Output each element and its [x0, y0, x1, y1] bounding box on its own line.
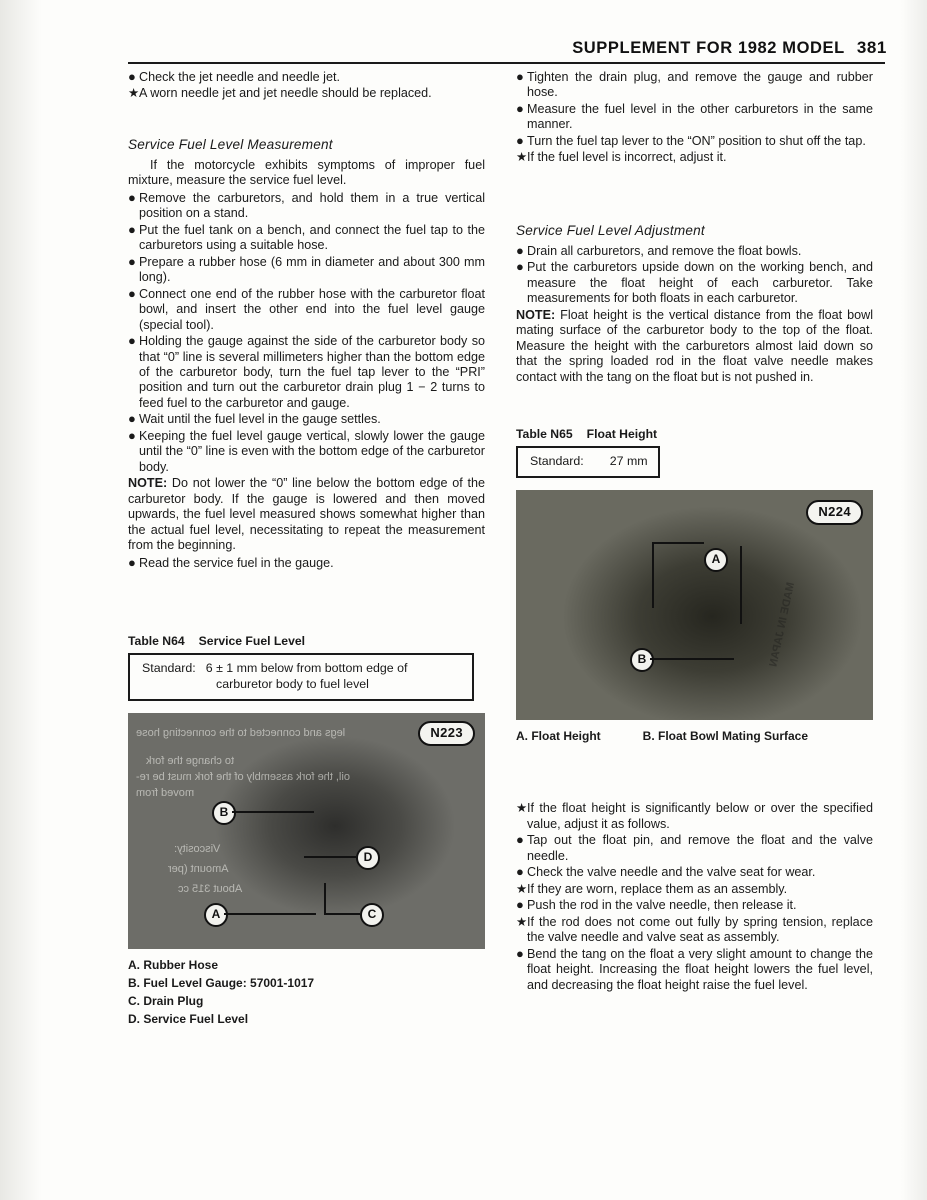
table-n64-row-label: Standard:: [142, 661, 196, 676]
legend-entry-b: B. Float Bowl Mating Surface: [642, 729, 809, 744]
bullet-dot-icon: ●: [516, 69, 524, 84]
bullet-dot-icon: ●: [128, 189, 136, 205]
bullet-dot-icon: ●: [516, 100, 524, 116]
table-n64-row-value-cont: carburetor body to fuel level: [216, 676, 369, 691]
list-item: [516, 947, 873, 993]
figure-callout-a: A: [204, 903, 228, 927]
left-column: [128, 70, 485, 1028]
bullet-dot-icon: ●: [128, 554, 136, 570]
figure-callout-c: C: [360, 903, 384, 927]
list-item: [516, 70, 873, 101]
leader-line: [232, 811, 314, 813]
list-item-text: Remove the carburetors, and hold them in a true vertical position on a stand.: [139, 190, 485, 221]
table-n65-caption: [516, 427, 873, 442]
header-divider: [128, 62, 885, 64]
list-item-text: Check the jet needle and needle jet.: [139, 70, 340, 84]
figure-callout-a: A: [704, 548, 728, 572]
table-n64-row-value: 6 ± 1 mm below from bottom edge of: [205, 661, 408, 676]
note-text: Do not lower the “0” line below the bottom edge of the carburetor body. If the gauge is lowered and then moved upwards, the fuel level measured shows somewhat higher than the actual fuel level, necessitating to repeat the measurement from the beginning.: [128, 476, 486, 553]
figure-n224-legend: [516, 727, 873, 745]
list-item-text: If they are worn, replace them as an assembly.: [527, 881, 788, 896]
list-item: [128, 412, 485, 427]
list-item: [128, 429, 485, 475]
list-item-text: Bend the tang on the float a very slight amount to change the float height. Increasing the float height lowers the fuel level, and decreasing the float height raise the fuel level.: [527, 946, 873, 992]
list-item-text: Put the carburetors upside down on the working bench, and measure the float height of each carburetor. Take measurements for both floats in each carburetor.: [527, 260, 873, 306]
table-n64-box: [128, 653, 474, 701]
list-item-text: Tighten the drain plug, and remove the gauge and rubber hose.: [527, 70, 873, 100]
header-title: SUPPLEMENT FOR 1982 MODEL: [572, 39, 845, 57]
figure-callout-b: B: [630, 648, 654, 672]
list-item: [516, 260, 873, 306]
note-text: Float height is the vertical distance from the float bowl mating surface of the carburetor body to the top of the float. Measure the height with the carburetors almost laid down so that the spring loaded rod in the float valve needle makes contact with the tang on the float but is not pushed in.: [516, 307, 874, 384]
bullet-dot-icon: ●: [516, 864, 524, 880]
figure-ghost-text: oil, the fork assembly of the fork must be re-: [136, 771, 350, 784]
list-item: [516, 801, 873, 832]
adjustment-bottom-list: [516, 801, 873, 993]
list-item-text: Drain all carburetors, and remove the float bowls.: [527, 243, 802, 258]
bullet-dot-icon: ●: [128, 411, 136, 427]
figure-ghost-text: MADE IN JAPAN: [767, 581, 798, 669]
table-n65-row-label: Standard:: [530, 453, 584, 468]
list-item: [516, 882, 873, 897]
leader-line: [652, 542, 654, 608]
figure-n223-legend: [128, 956, 485, 1028]
list-item: [128, 255, 485, 286]
figure-ghost-text: legs and connected to the connecting hose: [136, 727, 346, 740]
bullet-dot-icon: ●: [516, 259, 524, 275]
bullet-dot-icon: ●: [516, 897, 524, 913]
list-item: [516, 134, 873, 149]
list-item-text: Wait until the fuel level in the gauge settles.: [139, 412, 381, 427]
figure-ghost-text: to change the fork: [146, 755, 235, 768]
figure-n223: [128, 713, 485, 949]
note-measurement: [128, 476, 485, 553]
leader-line: [650, 658, 734, 660]
table-n65: [516, 427, 873, 479]
bullet-dot-icon: ●: [128, 333, 136, 349]
legend-entry-c: C. Drain Plug: [128, 994, 204, 1009]
section-title-fuel-level-adjustment: Service Fuel Level Adjustment: [516, 222, 705, 238]
list-item-text: Prepare a rubber hose (6 mm in diameter and about 300 mm long).: [139, 254, 485, 285]
section-title-fuel-level-measurement: Service Fuel Level Measurement: [128, 136, 333, 152]
table-n65-name: Table N65: [516, 426, 573, 441]
bullet-star-icon: ★: [516, 881, 528, 896]
leader-line: [224, 913, 316, 915]
table-n64: [128, 634, 485, 701]
bullet-dot-icon: ●: [128, 253, 136, 269]
table-n64-caption: [128, 634, 485, 649]
leader-line: [652, 542, 704, 544]
left-top-list: [128, 70, 485, 102]
bullet-dot-icon: ●: [128, 285, 136, 301]
page-header: [572, 38, 887, 58]
list-item: [516, 865, 873, 880]
list-item: [516, 898, 873, 913]
list-item: [516, 833, 873, 864]
figure-callout-b: B: [212, 801, 236, 825]
table-n64-title: Service Fuel Level: [198, 634, 306, 649]
list-item: [516, 102, 873, 133]
bullet-dot-icon: ●: [128, 69, 136, 84]
bullet-star-icon: ★: [128, 86, 140, 101]
list-item-text: Connect one end of the rubber hose with the carburetor float bowl, and insert the other end into the fuel level gauge (special tool).: [139, 286, 485, 332]
list-item-text: Measure the fuel level in the other carburetors in the same manner.: [527, 101, 873, 132]
figure-code-n224: N224: [806, 500, 863, 525]
bullet-dot-icon: ●: [516, 242, 524, 258]
table-n65-box: [516, 446, 660, 479]
table-n65-title: Float Height: [586, 426, 658, 441]
table-n64-name: Table N64: [128, 634, 185, 649]
list-item: [128, 191, 485, 222]
figure-ghost-text: About 315 cc: [178, 883, 243, 896]
note-label: NOTE:: [516, 307, 556, 322]
list-item: [128, 223, 485, 254]
measurement-steps-list: [128, 191, 485, 476]
bullet-dot-icon: ●: [516, 132, 524, 148]
list-item: [128, 70, 485, 85]
list-item-text: Push the rod in the valve needle, then release it.: [527, 898, 797, 913]
list-item-text: Put the fuel tank on a bench, and connect the fuel tap to the carburetors using a suitable hose.: [139, 222, 485, 253]
figure-ghost-text: Viscosity:: [174, 843, 221, 856]
bullet-dot-icon: ●: [128, 221, 136, 237]
leader-line: [740, 546, 742, 624]
intro-paragraph: If the motorcycle exhibits symptoms of improper fuel mixture, measure the service fuel level.: [128, 157, 485, 188]
list-item-text: Keeping the fuel level gauge vertical, slowly lower the gauge until the “0” line is even with the bottom edge of the carburetor body.: [139, 428, 485, 474]
list-item-text: Read the service fuel in the gauge.: [139, 555, 334, 570]
bullet-star-icon: ★: [516, 914, 528, 929]
bullet-dot-icon: ●: [128, 427, 136, 443]
adjustment-steps-list: [516, 244, 873, 307]
table-n64-row: [142, 661, 462, 677]
list-item: [516, 150, 873, 165]
list-item: [516, 915, 873, 946]
legend-entry-d: D. Service Fuel Level: [128, 1012, 249, 1027]
bullet-star-icon: ★: [516, 801, 528, 816]
right-top-list: [516, 70, 873, 166]
leader-line: [324, 883, 326, 913]
legend-entry-b: B. Fuel Level Gauge: 57001-1017: [128, 976, 315, 991]
list-item-text: If the rod does not come out fully by spring tension, replace the valve needle and valve seat as assembly.: [527, 914, 873, 945]
measurement-steps-after-note: [128, 556, 485, 571]
list-item-text: A worn needle jet and jet needle should be replaced.: [139, 86, 432, 101]
leader-line: [324, 913, 360, 915]
list-item: [516, 244, 873, 259]
figure-ghost-text: Amount (per: [168, 863, 229, 876]
figure-code-n223: N223: [418, 721, 475, 746]
bullet-dot-icon: ●: [516, 945, 524, 961]
legend-entry-a: A. Float Height: [516, 729, 601, 744]
bullet-star-icon: ★: [516, 150, 528, 165]
list-item: [128, 556, 485, 571]
list-item-text: Tap out the float pin, and remove the float and the valve needle.: [527, 833, 873, 863]
list-item: [128, 287, 485, 333]
list-item-text: Holding the gauge against the side of the carburetor body so that “0” line is several millimeters higher than the bottom edge of the carburetor body, turn the fuel tap lever to the “PRI” position and turn out the carburetor drain plug 1 − 2 turns to feed fuel to the carburetor and gauge.: [139, 334, 485, 410]
list-item-text: Check the valve needle and the valve seat for wear.: [527, 865, 816, 880]
figure-callout-d: D: [356, 846, 380, 870]
list-item-text: Turn the fuel tap lever to the “ON” position to shut off the tap.: [527, 133, 866, 148]
table-n65-row: [530, 454, 648, 470]
leader-line: [304, 856, 356, 858]
list-item: [128, 86, 485, 101]
note-float-height: [516, 308, 873, 385]
table-n65-row-value: 27 mm: [609, 453, 648, 468]
list-item: [128, 334, 485, 411]
list-item-text: If the float height is significantly below or over the specified value, adjust it as follows.: [527, 801, 873, 831]
bullet-dot-icon: ●: [516, 832, 524, 848]
legend-entry-a: A. Rubber Hose: [128, 958, 219, 973]
right-column: [516, 70, 873, 994]
figure-n224: [516, 490, 873, 720]
note-label: NOTE:: [128, 476, 168, 491]
list-item-text: If the fuel level is incorrect, adjust it.: [527, 150, 727, 165]
figure-ghost-text: moved from: [136, 787, 195, 800]
page-number: 381: [856, 38, 887, 57]
